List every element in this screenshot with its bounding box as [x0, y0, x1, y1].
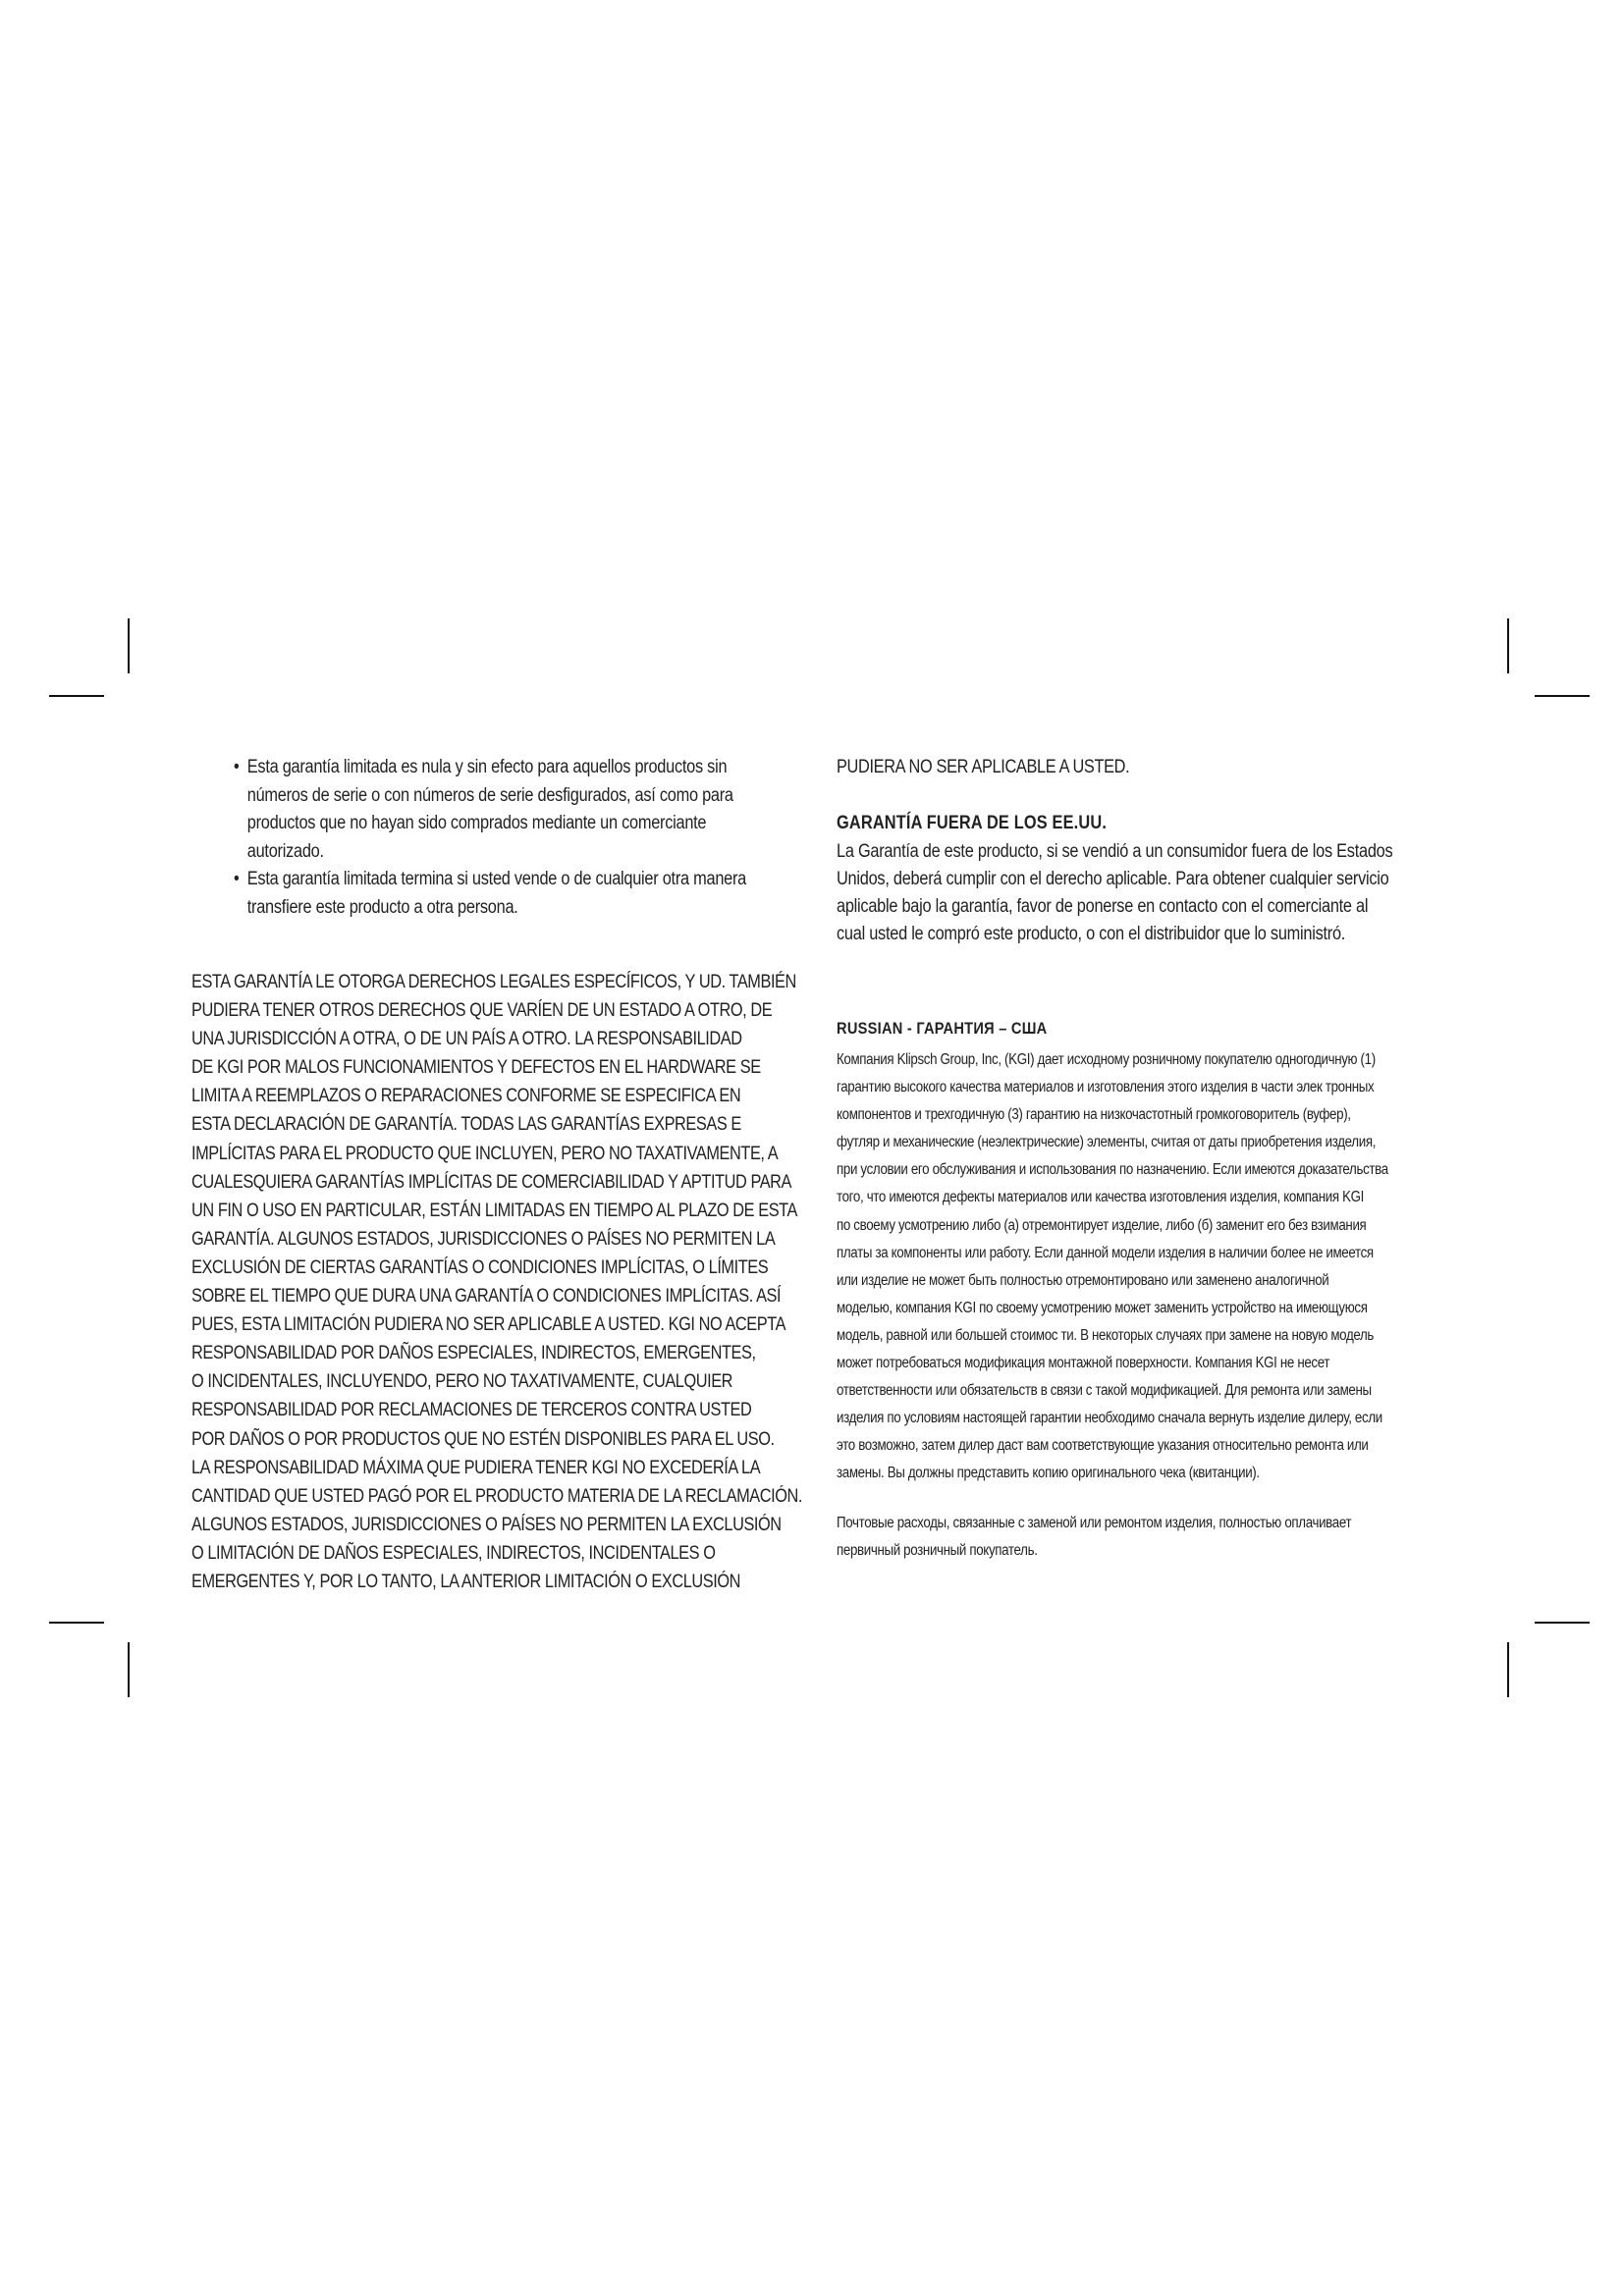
- paragraph-line: RESPONSABILIDAD POR DAÑOS ESPECIALES, INDIRECTOS, EMERGENTES,: [191, 1343, 756, 1364]
- warranty-bullet-list: [191, 754, 780, 922]
- paragraph-line: замены. Вы должны представить копию оригинального чека (квитанции).: [837, 1465, 1260, 1482]
- bullet-line: transfiere este producto a otra persona.: [246, 896, 518, 918]
- paragraph-line: изделия по условиям настоящей гарантии необходимо сначала вернуть изделие дилеру, если: [837, 1410, 1382, 1427]
- russian-postage-paragraph: [837, 1510, 1463, 1565]
- paragraph-line: LIMITA A REEMPLAZOS O REPARACIONES CONFORME SE ESPECIFICA EN: [191, 1086, 741, 1107]
- paragraph-line: или изделие не может быть полностью отремонтировано или заменено аналогичной: [837, 1271, 1329, 1289]
- paragraph-line: EMERGENTES Y, POR LO TANTO, LA ANTERIOR LIMITACIÓN O EXCLUSIÓN: [191, 1571, 740, 1592]
- legal-rights-paragraph: [191, 968, 803, 1596]
- paragraph-line: aplicable bajo la garantía, favor de ponerse en contacto con el comerciante al: [837, 896, 1369, 917]
- paragraph-line: того, что имеются дефекты материалов или качества изготовления изделия, компания KGI: [837, 1189, 1365, 1206]
- continuation-text: PUDIERA NO SER APLICABLE A USTED.: [837, 757, 1130, 777]
- paragraph-line: компонентов и трехгодичную (3) гарантию на низкочастотный громкоговоритель (вуфер),: [837, 1106, 1351, 1124]
- outside-us-paragraph: [837, 838, 1463, 948]
- paragraph-line: футляр и механические (неэлектрические) элементы, считая от даты приобретения изделия,: [837, 1134, 1377, 1151]
- crop-mark-bottom-left-horizontal: [49, 1622, 104, 1624]
- bullet-line: productos que no hayan sido comprados mediante un comerciante: [246, 813, 707, 833]
- right-column: [837, 754, 1465, 1565]
- bullet-line: Esta garantía limitada es nula y sin efecto para aquellos productos sin: [246, 757, 728, 777]
- left-column: [191, 754, 803, 1596]
- list-item: [191, 866, 780, 922]
- outside-us-heading: GARANTÍA FUERA DE LOS EE.UU.: [837, 813, 1108, 833]
- paragraph-line: O INCIDENTALES, INCLUYENDO, PERO NO TAXATIVAMENTE, CUALQUIER: [191, 1371, 733, 1393]
- russian-warranty-paragraph: [837, 1046, 1463, 1488]
- crop-mark-bottom-right-vertical: [1507, 1642, 1509, 1697]
- paragraph-line: cual usted le compró este producto, o con el distribuidor que lo suministró.: [837, 924, 1346, 944]
- paragraph-line: UNA JURISDICCIÓN A OTRA, O DE UN PAÍS A OTRO. LA RESPONSABILIDAD: [191, 1029, 742, 1050]
- paragraph-line: EXCLUSIÓN DE CIERTAS GARANTÍAS O CONDICIONES IMPLÍCITAS, O LÍMITES: [191, 1256, 769, 1278]
- paragraph-line: Почтовые расходы, связанные с заменой или ремонтом изделия, полностью оплачивает: [837, 1514, 1352, 1531]
- paragraph-line: LA RESPONSABILIDAD MÁXIMA QUE PUDIERA TENER KGI NO EXCEDERÍA LA: [191, 1457, 761, 1478]
- paragraph-line: ESTA GARANTÍA LE OTORGA DERECHOS LEGALES ESPECÍFICOS, Y UD. TAMBIÉN: [191, 972, 796, 992]
- paragraph-line: платы за компоненты или работу. Если данной модели изделия в наличии более не имеется: [837, 1244, 1374, 1261]
- list-item: [191, 754, 780, 866]
- paragraph-line: гарантию высокого качества материалов и изготовления этого изделия в части элек тронных: [837, 1079, 1375, 1096]
- paragraph-line: CUALESQUIERA GARANTÍAS IMPLÍCITAS DE COMERCIABILIDAD Y APTITUD PARA: [191, 1171, 792, 1193]
- paragraph-line: Компания Klipsch Group, Inc, (KGI) дает исходному розничному покупателю одногодичную (1): [837, 1051, 1376, 1068]
- paragraph-line: La Garantía de este producto, si se vendió a un consumidor fuera de los Estados: [837, 841, 1393, 862]
- bullet-line: Esta garantía limitada termina si usted vende o de cualquier otra manera: [246, 869, 746, 889]
- bullet-line: números de serie o con números de serie desfigurados, así como para: [246, 784, 733, 806]
- paragraph-line: PUES, ESTA LIMITACIÓN PUDIERA NO SER APLICABLE A USTED. KGI NO ACEPTA: [191, 1314, 786, 1336]
- paragraph-line: ALGUNOS ESTADOS, JURISDICCIONES O PAÍSES NO PERMITEN LA EXCLUSIÓN: [191, 1514, 782, 1535]
- bullet-dot-icon: •: [234, 869, 240, 889]
- paragraph-line: может потребоваться модификация монтажной поверхности. Компания KGI не несет: [837, 1355, 1330, 1372]
- paragraph-line: PUDIERA TENER OTROS DERECHOS QUE VARÍEN DE UN ESTADO A OTRO, DE: [191, 1000, 773, 1022]
- paragraph-line: ESTA DECLARACIÓN DE GARANTÍA. TODAS LAS GARANTÍAS EXPRESAS E: [191, 1114, 741, 1136]
- paragraph-line: IMPLÍCITAS PARA EL PRODUCTO QUE INCLUYEN, PERO NO TAXATIVAMENTE, A: [191, 1143, 779, 1164]
- crop-mark-top-left-vertical: [128, 618, 130, 673]
- paragraph-line: GARANTÍA. ALGUNOS ESTADOS, JURISDICCIONES O PAÍSES NO PERMITEN LA: [191, 1228, 776, 1250]
- paragraph-line: первичный розничный покупатель.: [837, 1541, 1038, 1559]
- paragraph-line: по своему усмотрению либо (а) отремонтирует изделие, либо (б) заменит его без взимания: [837, 1216, 1367, 1234]
- crop-mark-top-right-horizontal: [1535, 695, 1590, 697]
- paragraph-line: модель, равной или большей стоимос ти. В некоторых случаях при замене на новую модель: [837, 1326, 1375, 1344]
- paragraph-line: это возможно, затем дилер даст вам соответствующие указания относительно ремонта или: [837, 1437, 1369, 1455]
- paragraph-line: Unidos, deberá cumplir con el derecho aplicable. Para obtener cualquier servicio: [837, 869, 1389, 889]
- paragraph-line: моделью, компания KGI по своему усмотрению может заменить устройство на имеющуюся: [837, 1299, 1368, 1316]
- russian-heading: RUSSIAN - ГАРАНТИЯ – США: [837, 1019, 1048, 1038]
- crop-mark-top-right-vertical: [1507, 618, 1509, 673]
- paragraph-line: O LIMITACIÓN DE DAÑOS ESPECIALES, INDIRECTOS, INCIDENTALES O: [191, 1542, 716, 1564]
- crop-mark-bottom-left-vertical: [128, 1642, 130, 1697]
- paragraph-line: RESPONSABILIDAD POR RECLAMACIONES DE TERCEROS CONTRA USTED: [191, 1400, 752, 1421]
- crop-mark-top-left-horizontal: [49, 695, 104, 697]
- paragraph-line: при условии его обслуживания и использования по назначению. Если имеются доказательства: [837, 1161, 1388, 1179]
- right-column-text: [837, 754, 1463, 1565]
- crop-mark-bottom-right-horizontal: [1535, 1622, 1590, 1624]
- paragraph-line: DE KGI POR MALOS FUNCIONAMIENTOS Y DEFECTOS EN EL HARDWARE SE: [191, 1057, 761, 1079]
- paragraph-line: CANTIDAD QUE USTED PAGÓ POR EL PRODUCTO MATERIA DE LA RECLAMACIÓN.: [191, 1485, 803, 1507]
- bullet-line: autorizado.: [246, 840, 324, 862]
- paragraph-line: ответственности или обязательств в связи с такой модификацией. Для ремонта или замены: [837, 1382, 1372, 1400]
- left-column-text: [191, 754, 803, 1596]
- paragraph-line: SOBRE EL TIEMPO QUE DURA UNA GARANTÍA O CONDICIONES IMPLÍCITAS. ASÍ: [191, 1286, 782, 1308]
- paragraph-line: POR DAÑOS O POR PRODUCTOS QUE NO ESTÉN DISPONIBLES PARA EL USO.: [191, 1428, 775, 1450]
- paragraph-line: UN FIN O USO EN PARTICULAR, ESTÁN LIMITADAS EN TIEMPO AL PLAZO DE ESTA: [191, 1200, 797, 1221]
- bullet-dot-icon: •: [234, 757, 240, 777]
